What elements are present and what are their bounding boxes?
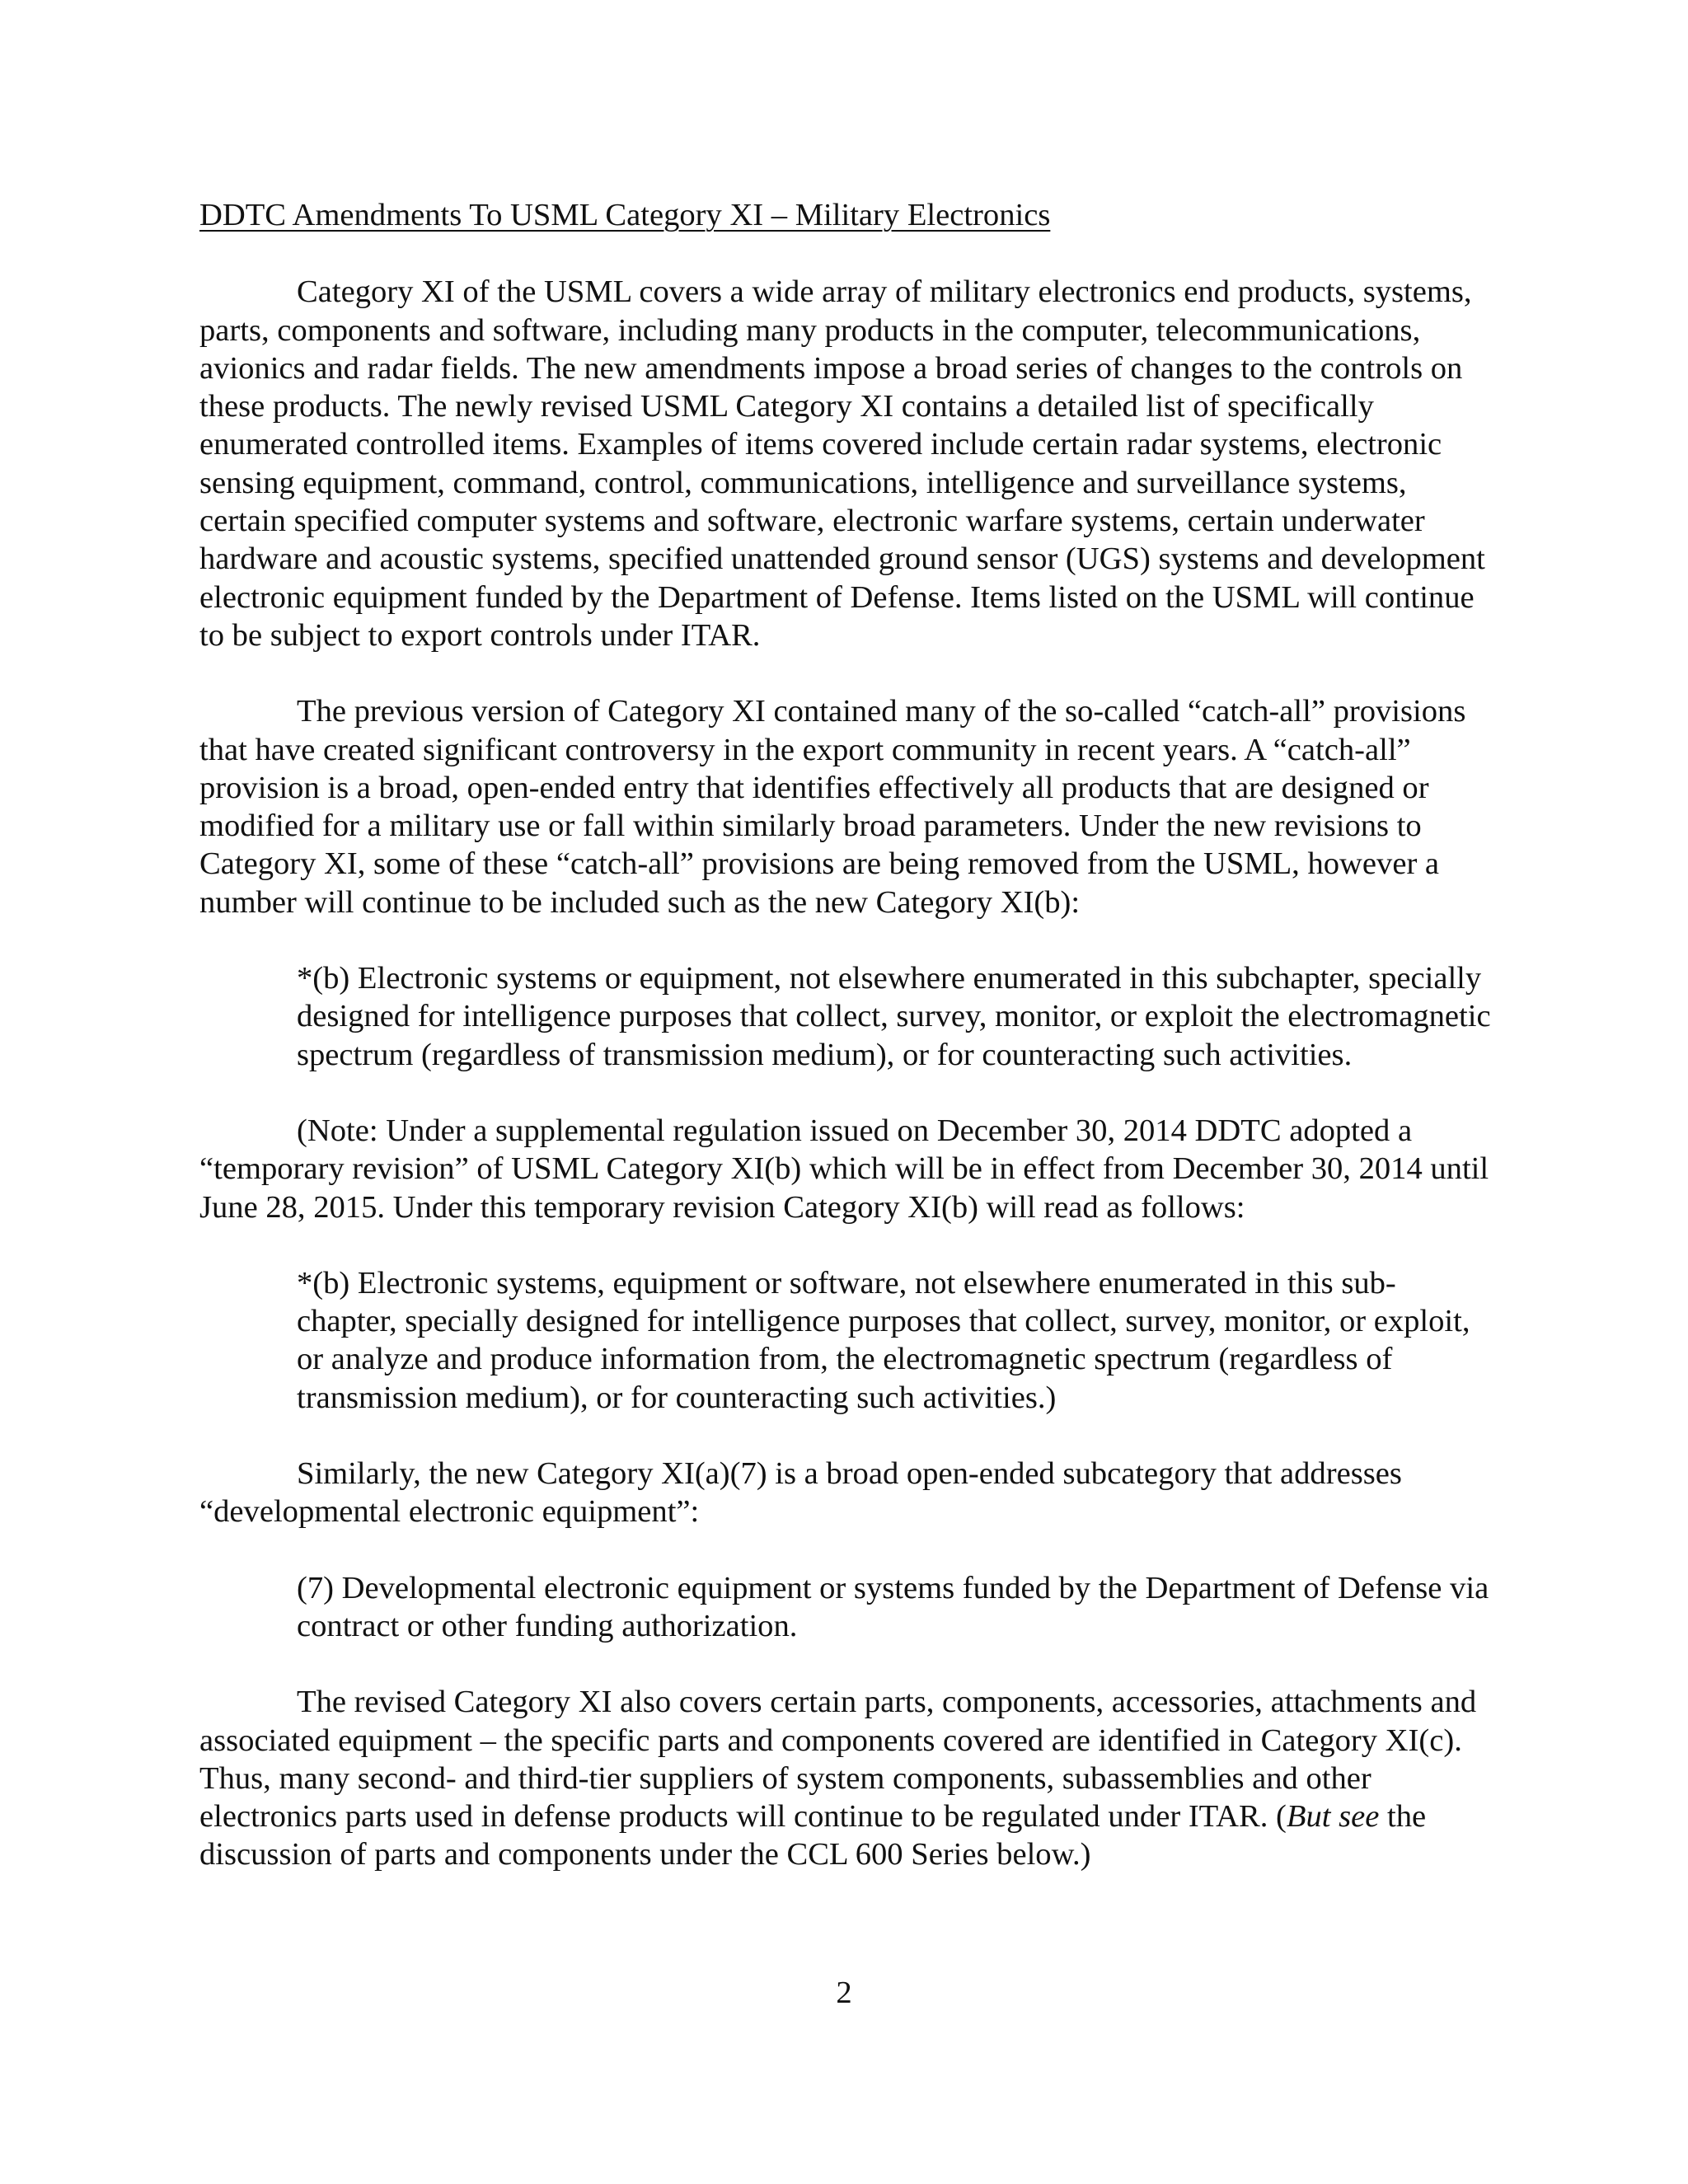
parts-text-end: the discussion of parts and components under the CCL 600 Series below.) [199, 1799, 1427, 1872]
parts-text-italic: But see [1286, 1799, 1380, 1835]
paragraph-category-xi-overview: Category XI of the USML covers a wide array of military electronics end products, systems, parts, components and software, including many products in the computer, telecommunications, avionics and radar fields. The new amendments impose a broad series of changes to the controls on these products. The newly revised USML Category XI contains a detailed list of specifically enumerated controlled items. Examples of items covered include certain radar systems, electronic sensing equipment, command, control, communications, intelligence and surveillance systems, certain specified computer systems and software, electronic warfare systems, certain underwater hardware and acoustic systems, specified unattended ground sensor (UGS) systems and development electronic equipment funded by the Department of Defense. Items listed on the USML will continue to be subject to export controls under ITAR. [199, 274, 1485, 653]
paragraph-catch-all-provisions: The previous version of Category XI contained many of the so-called “catch-all” provisions that have created significant controversy in the export community in recent years. A “catch-all” provision is a broad, open-ended entry that identifies effectively all products that are designed or modified for a military use or fall within similarly broad parameters. Under the new revisions to Category XI, some of these “catch-all” provisions are being removed from the USML, however a number will continue to be included such as the new Category XI(b): [199, 694, 1466, 920]
paragraph-xi-a-7-intro: Similarly, the new Category XI(a)(7) is a broad open-ended subcategory that addresses “developmental electronic equipment”: [199, 1456, 1402, 1530]
block-quote-xi-b: *(b) Electronic systems or equipment, not elsewhere enumerated in this subchapter, specially designed for intelligence purposes that collect, survey, monitor, or exploit the electromagnetic spectrum (regardless of transmission medium), or for counteracting such activities. [297, 961, 1491, 1072]
paragraph-temporary-revision-note: (Note: Under a supplemental regulation issued on December 30, 2014 DDTC adopted a “temporary revision” of USML Category XI(b) which will be in effect from December 30, 2014 until June 28, 2015. Under this temporary revision Category XI(b) will read as follows: [199, 1113, 1489, 1225]
parts-text-start: The revised Category XI also covers certain parts, components, accessories, attachments and associated equipment – the specific parts and components covered are identified in Category XI(c). Thus, many second- and third-tier suppliers of system components, subassemblies and other electronics parts used in defense products will continue to be regulated under ITAR. ( [199, 1685, 1477, 1835]
page-number: 2 [836, 1975, 852, 2010]
block-quote-xi-b-temporary: *(b) Electronic systems, equipment or software, not elsewhere enumerated in this sub-chapter, specially designed for intelligence purposes that collect, survey, monitor, or exploit, or analyze and produce information from, the electromagnetic spectrum (regardless of transmission medium), or for counteracting such activities.) [297, 1265, 1470, 1415]
document-body [199, 196, 1492, 1912]
paragraph-parts-and-components [199, 1683, 1492, 1873]
block-quote-xi-a-7: (7) Developmental electronic equipment or systems funded by the Department of Defense via contract or other funding authorization. [297, 1570, 1489, 1643]
section-heading: DDTC Amendments To USML Category XI – Military Electronics [199, 198, 1051, 232]
